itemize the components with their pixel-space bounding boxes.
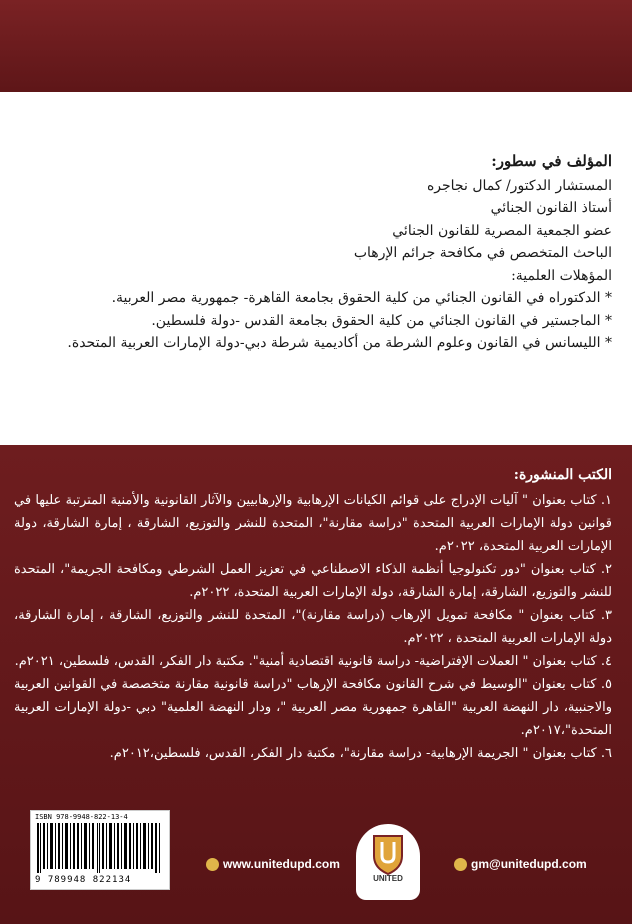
footer xyxy=(0,800,632,924)
author-specialty: الباحث المتخصص في مكافحة جرائم الإرهاب xyxy=(353,245,612,261)
barcode xyxy=(30,810,170,890)
book-item: ١. كتاب بعنوان " آليات الإدراج على قوائم الكيانات الإرهابية والإرهابيين والآثار القانونية والأمنية المترتبة عليها في قوانين دولة الإمارات العربية المتحدة "دراسة مقارنة"، المتحدة للنشر والتوزيع، الشارقة ، إمارة الشارقة، دولة الإمارات العربية المتحدة، ٢٠٢٢م. xyxy=(14,493,612,554)
book-item: ٦. كتاب بعنوان " الجريمة الإرهابية- دراسة مقارنة"، مكتبة دار الفكر، القدس، فلسطين،٢٠١٢م. xyxy=(109,746,612,761)
book-item: ٤. كتاب بعنوان " العملات الإفتراضية- دراسة قانونية اقتصادية أمنية". مكتبة دار الفكر، القدس، فلسطين، ٢٠٢١م. xyxy=(14,654,612,669)
books-section xyxy=(14,464,612,765)
email-link[interactable] xyxy=(454,857,587,871)
shield-icon xyxy=(356,828,420,878)
globe-icon xyxy=(206,858,219,871)
qualification-item: * الدكتوراه في القانون الجنائي من كلية الحقوق بجامعة القاهرة- جمهورية مصر العربية. xyxy=(111,290,612,306)
email-text: gm@unitedupd.com xyxy=(471,857,587,871)
book-item: ٥. كتاب بعنوان "الوسيط في شرح القانون مكافحة الإرهاب "دراسة قانونية مقارنة متخصصة في القوانين العربية والاجنبية، دار النهضة العربية "القاهرة جمهورية مصر العربية "، ودار النهضة العلمية" دبي -دولة الإمارات العربية المتحدة"،٢٠١٧م. xyxy=(14,677,612,738)
book-item: ٢. كتاب بعنوان "دور تكنولوجيا أنظمة الذكاء الاصطناعي في تعزيز العمل الشرطي ومكافحة الجريمة"، المتحدة للنشر والتوزيع، الشارقة، إمارة الشارقة، دولة الإمارات العربية المتحدة، ٢٠٢٢م. xyxy=(14,562,612,600)
barcode-digits: 9 789948 822134 xyxy=(35,875,132,885)
author-heading: المؤلف في سطور: xyxy=(491,152,612,170)
author-section xyxy=(12,150,612,355)
website-text: www.unitedupd.com xyxy=(223,857,340,871)
author-membership: عضو الجمعية المصرية للقانون الجنائي xyxy=(392,222,612,239)
top-maroon-band xyxy=(0,0,632,92)
publisher-logo xyxy=(356,824,420,900)
book-item: ٣. كتاب بعنوان " مكافحة تمويل الإرهاب (دراسة مقارنة)"، المتحدة للنشر والتوزيع، الشارقة ، إمارة الشارقة، دولة الإمارات العربية المتحدة ، ٢٠٢٢م. xyxy=(14,608,612,646)
mail-icon xyxy=(454,858,467,871)
barcode-bars xyxy=(37,823,163,873)
logo-label: UNITED xyxy=(373,874,403,883)
author-title: أستاذ القانون الجنائي xyxy=(490,200,612,216)
qualification-item: * الليسانس في القانون وعلوم الشرطة من أكاديمية شرطة دبي-دولة الإمارات العربية المتحدة. xyxy=(67,335,612,351)
qualification-item: * الماجستير في القانون الجنائي من كلية الحقوق بجامعة القدس -دولة فلسطين. xyxy=(151,312,612,329)
qualifications-heading: المؤهلات العلمية: xyxy=(511,267,612,284)
books-heading: الكتب المنشورة: xyxy=(513,467,612,483)
author-name: المستشار الدكتور/ كمال نجاجره xyxy=(426,177,612,194)
website-link[interactable] xyxy=(206,857,340,871)
isbn-label: ISBN 978-9948-822-13-4 xyxy=(35,813,128,821)
